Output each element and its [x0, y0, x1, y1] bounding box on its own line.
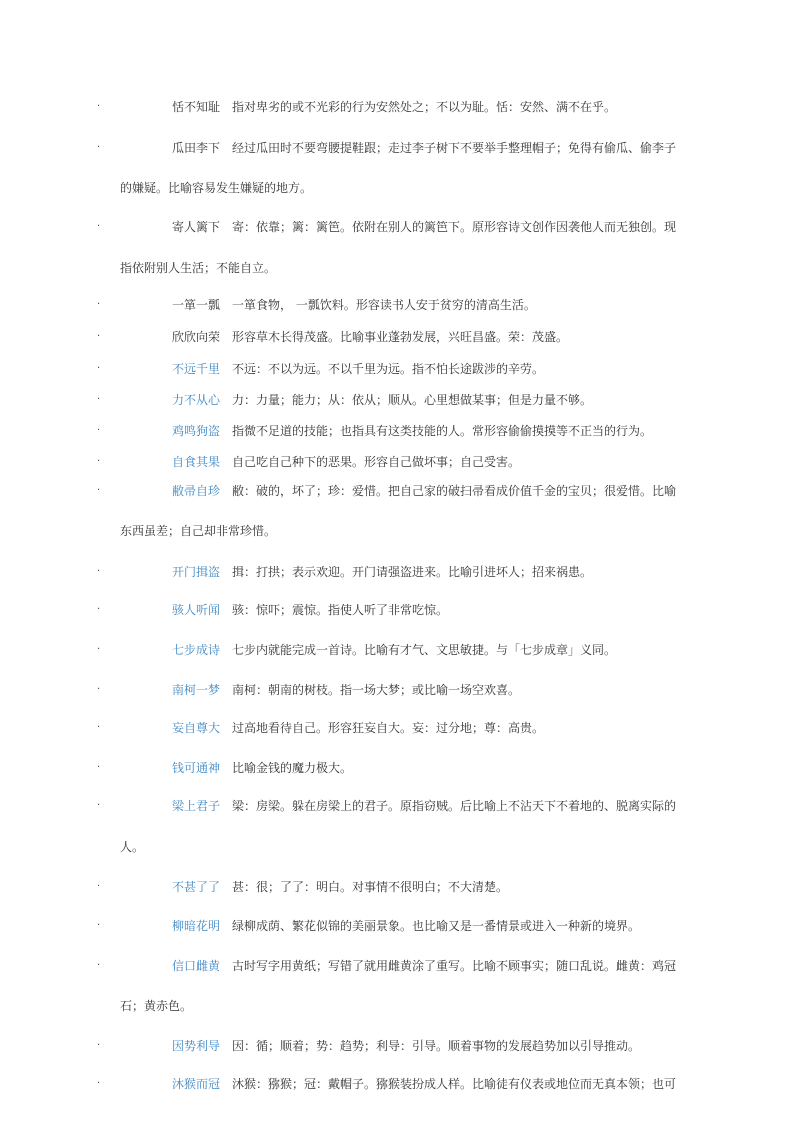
idiom-definition: 敝：破的，坏了；珍：爱惜。把自己家的破扫帚看成价值千金的宝贝；很爱惜。比喻	[232, 484, 677, 498]
idiom-term-link[interactable]: 鸡鸣狗盗	[171, 424, 220, 438]
idiom-definition: 过高地看待自己。形容狂妄自大。妄：过分地；尊：高贵。	[232, 721, 545, 735]
bullet-marker: ·	[97, 425, 101, 436]
idiom-definition: 梁：房梁。躲在房梁上的君子。原指窃贼。后比喻上不沾天下不着地的、脱离实际的	[232, 799, 677, 813]
idiom-definition: 不远：不以为远。不以千里为远。指不怕长途跋涉的辛劳。	[232, 362, 545, 376]
bullet-marker: ·	[97, 1040, 101, 1051]
idiom-definition: 寄：依靠；篱：篱笆。依附在别人的篱笆下。原形容诗文创作因袭他人而无独创。现	[232, 220, 677, 234]
bullet-marker: ·	[97, 800, 101, 811]
idiom-definition-continued: 的嫌疑。比喻容易发生嫌疑的地方。	[120, 181, 313, 195]
idiom-definition: 自己吃自己种下的恶果。形容自己做坏事；自己受害。	[232, 455, 521, 469]
bullet-marker: ·	[97, 485, 101, 496]
idiom-definition: 一箪食物， 一瓢饮料。形容读书人安于贫穷的清高生活。	[232, 298, 536, 312]
idiom-definition-continued: 东西虽差；自己却非常珍惜。	[120, 524, 277, 538]
idiom-definition: 揖：打拱；表示欢迎。开门请强盗进来。比喻引进坏人；招来祸患。	[232, 565, 593, 579]
idiom-definition: 力：力量；能力；从：依从；顺从。心里想做某事；但是力量不够。	[232, 393, 593, 407]
idiom-term-link[interactable]: 因势利导	[171, 1039, 220, 1053]
bullet-marker: ·	[97, 331, 101, 342]
idiom-term-link[interactable]: 力不从心	[171, 393, 220, 407]
idiom-term-link[interactable]: 骇人听闻	[171, 603, 220, 617]
idiom-term-link[interactable]: 开门揖盗	[171, 565, 220, 579]
bullet-marker: ·	[97, 881, 101, 892]
bullet-marker: ·	[97, 394, 101, 405]
idiom-definition-continued: 石；黄赤色。	[120, 999, 193, 1013]
idiom-term: 恬不知耻	[171, 100, 220, 114]
bullet-marker: ·	[97, 456, 101, 467]
bullet-marker: ·	[97, 604, 101, 615]
idiom-definition-continued: 人。	[120, 840, 145, 854]
idiom-term-link[interactable]: 敝帚自珍	[171, 484, 220, 498]
bullet-marker: ·	[97, 566, 101, 577]
idiom-definition: 骇：惊吓；震惊。指使人听了非常吃惊。	[232, 603, 449, 617]
idiom-term: 一箪一瓢	[171, 298, 220, 312]
idiom-term-link[interactable]: 自食其果	[171, 455, 220, 469]
idiom-term: 瓜田李下	[171, 141, 220, 155]
idiom-term: 寄人篱下	[171, 220, 220, 234]
idiom-term-link[interactable]: 柳暗花明	[171, 919, 220, 933]
bullet-marker: ·	[97, 221, 101, 232]
idiom-term-link[interactable]: 信口雌黄	[171, 959, 220, 973]
bullet-marker: ·	[97, 363, 101, 374]
bullet-marker: ·	[97, 101, 101, 112]
idiom-definition: 形容草木长得茂盛。比喻事业蓬勃发展，兴旺昌盛。荣：茂盛。	[232, 330, 569, 344]
idiom-definition: 沐猴：猕猴；冠：戴帽子。猕猴装扮成人样。比喻徒有仪表或地位而无真本领；也可	[232, 1077, 677, 1091]
idiom-term-link[interactable]: 梁上君子	[171, 799, 220, 813]
idiom-term-link[interactable]: 不远千里	[171, 362, 220, 376]
idiom-definition: 甚：很；了了：明白。对事情不很明白；不大清楚。	[232, 880, 509, 894]
idiom-term-link[interactable]: 沐猴而冠	[171, 1077, 220, 1091]
bullet-marker: ·	[97, 142, 101, 153]
idiom-definition: 经过瓜田时不要弯腰提鞋跟；走过李子树下不要举手整理帽子；免得有偷瓜、偷李子	[232, 141, 677, 155]
idiom-term: 欣欣向荣	[171, 330, 220, 344]
idiom-definition: 南柯：朝南的树枝。指一场大梦；或比喻一场空欢喜。	[232, 683, 521, 697]
idiom-definition: 古时写字用黄纸；写错了就用雌黄涂了重写。比喻不顾事实；随口乱说。雌黄：鸡冠	[232, 959, 677, 973]
bullet-marker: ·	[97, 684, 101, 695]
bullet-marker: ·	[97, 960, 101, 971]
bullet-marker: ·	[97, 1078, 101, 1089]
idiom-term-link[interactable]: 南柯一梦	[171, 683, 220, 697]
idiom-definition: 七步内就能完成一首诗。比喻有才气、文思敏捷。与「七步成章」义同。	[232, 643, 617, 657]
idiom-definition: 绿柳成荫、繁花似锦的美丽景象。也比喻又是一番情景或进入一种新的境界。	[232, 919, 641, 933]
bullet-marker: ·	[97, 299, 101, 310]
bullet-marker: ·	[97, 920, 101, 931]
idiom-term-link[interactable]: 钱可通神	[171, 761, 220, 775]
idiom-definition-continued: 指依附别人生活；不能自立。	[120, 261, 277, 275]
bullet-marker: ·	[97, 762, 101, 773]
idiom-definition: 比喻金钱的魔力极大。	[232, 761, 353, 775]
idiom-definition: 指对卑劣的或不光彩的行为安然处之；不以为耻。恬：安然、满不在乎。	[232, 100, 617, 114]
idiom-term-link[interactable]: 不甚了了	[171, 880, 220, 894]
idiom-definition: 指微不足道的技能；也指具有这类技能的人。常形容偷偷摸摸等不正当的行为。	[232, 424, 653, 438]
bullet-marker: ·	[97, 644, 101, 655]
idiom-term-link[interactable]: 妄自尊大	[171, 721, 220, 735]
idiom-definition: 因：循；顺着；势：趋势；利导：引导。顺着事物的发展趋势加以引导推动。	[232, 1039, 641, 1053]
bullet-marker: ·	[97, 722, 101, 733]
idiom-term-link[interactable]: 七步成诗	[171, 643, 220, 657]
